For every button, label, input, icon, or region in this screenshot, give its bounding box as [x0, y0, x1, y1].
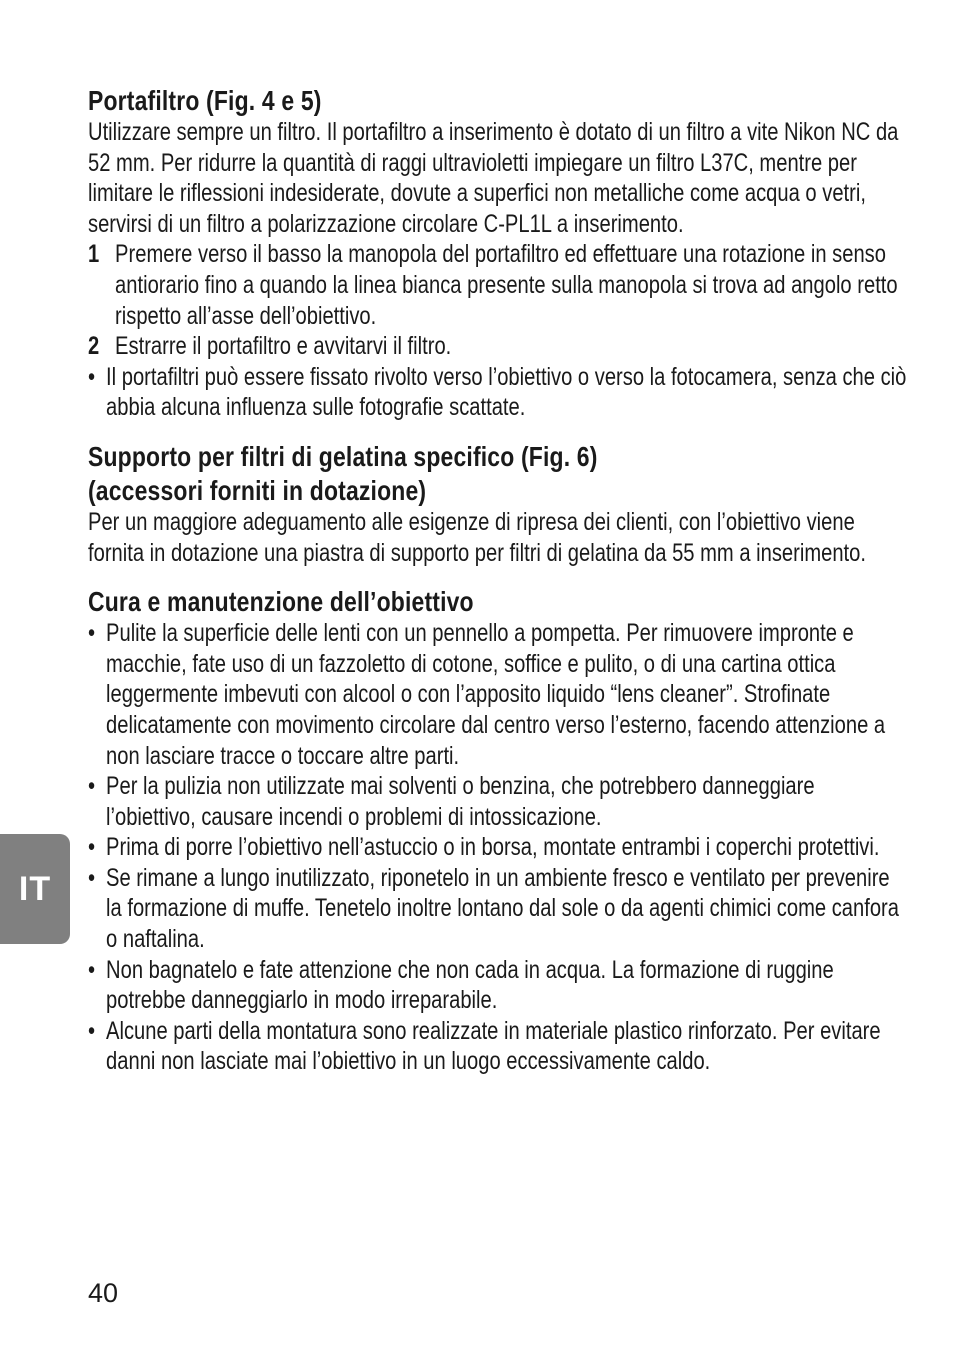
bullet-icon: •	[88, 834, 96, 862]
bullet-icon: •	[88, 1017, 96, 1045]
step-item	[88, 240, 908, 332]
bullet-text: Il portafiltri può essere fissato rivolto verso l’obiettivo o verso la fotocamera, senza che ciò abbia alcuna influenza sulle fotografie scattate.	[106, 363, 907, 422]
bullet-icon: •	[88, 864, 96, 892]
bullet-icon: •	[88, 363, 96, 391]
bullet-text: Se rimane a lungo inutilizzato, riponetelo in un ambiente fresco e ventilato per prevenire la formazione di muffe. Tenetelo inoltre lontano dal sole o da agenti chimici come canfora o naftalina.	[106, 864, 899, 954]
page-number: 40	[88, 1278, 119, 1308]
section-heading-line: (accessori forniti in dotazione)	[88, 474, 427, 506]
step-text: Estrarre il portafiltro e avvitarvi il filtro.	[115, 333, 452, 361]
section-intro: Utilizzare sempre un filtro. Il portafiltro a inserimento è dotato di un filtro a vite Nikon NC da 52 mm. Per ridurre la quantità di raggi ultravioletti impiegare un filtro L37C, mentre per limitare le riflessioni indesiderate, dovute a superfici non metalliche come acqua o vetri, servirsi di un filtro a polarizzazione circolare C-PL1L a inserimento.	[88, 119, 899, 238]
section-cura	[88, 585, 908, 1078]
section-heading: Portafiltro (Fig. 4 e 5)	[88, 85, 322, 116]
bullet-item	[88, 772, 908, 833]
bullet-text: Non bagnatelo e fate attenzione che non cada in acqua. La formazione di ruggine potrebbe danneggiarlo in modo irreparabile.	[106, 956, 834, 1015]
bullet-text: Prima di porre l’obiettivo nell’astuccio o in borsa, montate entrambi i coperchi protettivi.	[106, 834, 880, 862]
bullet-icon: •	[88, 773, 96, 801]
bullet-item	[88, 619, 908, 772]
bullet-item	[88, 833, 908, 864]
content-column	[88, 84, 908, 1078]
step-item	[88, 332, 908, 363]
bullet-icon: •	[88, 620, 96, 648]
bullet-text: Per la pulizia non utilizzate mai solventi o benzina, che potrebbero danneggiare l’obiettivo, causare incendi o problemi di intossicazione.	[106, 773, 815, 831]
section-heading	[88, 440, 908, 508]
step-number: 1	[88, 241, 100, 269]
step-number: 2	[88, 333, 100, 361]
section-portafiltro	[88, 84, 908, 424]
bullet-item	[88, 363, 908, 424]
section-heading-line: Supporto per filtri di gelatina specifico (Fig. 6)	[88, 440, 598, 472]
section-gelatina	[88, 440, 908, 569]
bullet-icon: •	[88, 956, 96, 984]
section-intro: Per un maggiore adeguamento alle esigenze di ripresa dei clienti, con l’obiettivo viene fornita in dotazione una piastra di supporto per filtri di gelatina da 55 mm a inserimento.	[88, 508, 866, 567]
step-text: Premere verso il basso la manopola del portafiltro ed effettuare una rotazione in senso antiorario fino a quando la linea bianca presente sulla manopola si trova ad angolo retto rispetto all’asse dell’obiettivo.	[115, 241, 898, 330]
bullet-item	[88, 956, 908, 1017]
bullet-text: Alcune parti della montatura sono realizzate in materiale plastico rinforzato. Per evitare danni non lasciate mai l’obiettivo in un luogo eccessivamente caldo.	[106, 1017, 881, 1076]
bullet-text: Pulite la superficie delle lenti con un pennello a pompetta. Per rimuovere impronte e macchie, fate uso di un fazzoletto di cotone, soffice e pulito, o di una cartina ottica leggermente imbevuti con alcool o con l’apposito liquido “lens cleaner”. Strofinate delicatamente con movimento circolare dal centro verso l’esterno, facendo attenzione a non lasciare tracce o toccare altre parti.	[106, 620, 886, 770]
bullet-item	[88, 864, 908, 956]
section-heading: Cura e manutenzione dell’obiettivo	[88, 586, 474, 618]
page-body	[88, 84, 908, 1078]
language-tab: IT	[0, 834, 70, 944]
bullet-item	[88, 1017, 908, 1078]
